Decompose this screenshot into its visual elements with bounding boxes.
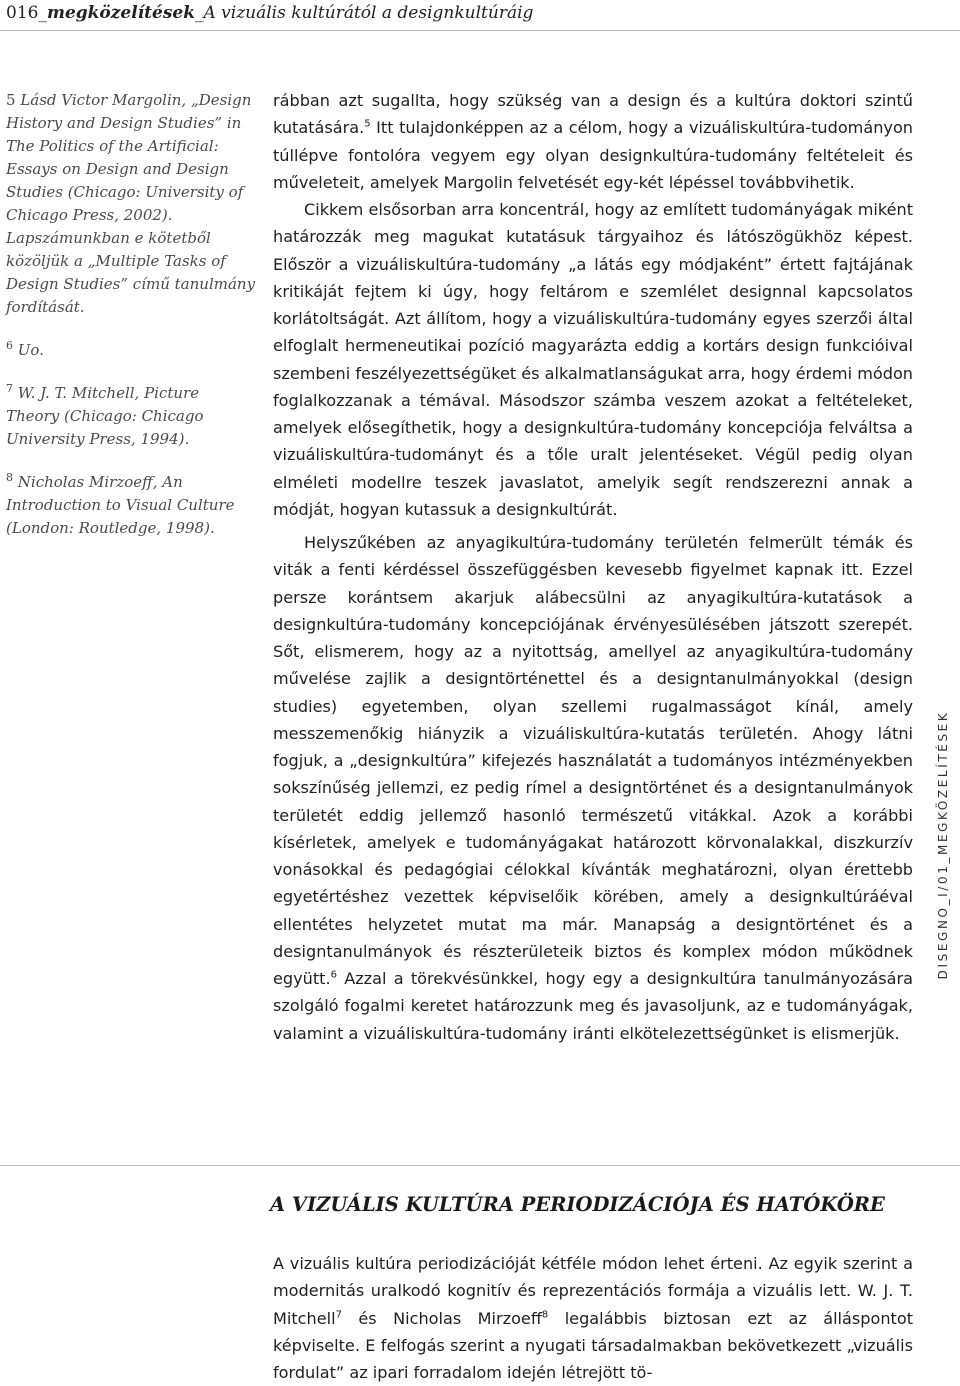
- section-rule: [0, 1165, 960, 1166]
- paragraph: Cikkem elsősorban arra koncentrál, hogy az említett tudományágak miként határozzák meg magukat kutatásuk tárgyaihoz és látószögükhöz képest. Először a vizuáliskultúra-tudomány „a látás egy módjaként” értett fajtájának kritikáját fejtem ki úgy, hogy feltárom e szemlélet designnal kapcsolatos korlátoltságát. Azt állítom, hogy a vizuáliskultúra-tudomány egyes szerzői által elfoglalt hermeneutikai pozíció magyarázta eddig a kortárs design funkcióival szembeni feszélyezettségüket és alkalmatlanságukat arra, hogy érdemi módon foglalkozzanak a témával. Másodszor számba veszem azokat a feltételeket, amelyek elősegíthetik, hogy a designkultúra-tudomány koncepciója felváltsa a vizuáliskultúra-tudományt és a tőle uralt jelentéseket. Végül pedig olyan elméleti modellre teszek javaslatot, amelyik segít rendszerezni annak a módját, hogyan kutassuk a designkultúrát.: [273, 200, 913, 519]
- footnote: [6, 382, 256, 451]
- footnote: [6, 339, 256, 362]
- footnote: [6, 89, 256, 319]
- running-head: [6, 3, 533, 23]
- side-journal-tab: DISEGNO_I/01_MEGKÖZELÍTÉSEK: [936, 710, 950, 980]
- footnote-ref: 6: [330, 969, 337, 981]
- footnote-ref: 7: [335, 1309, 342, 1321]
- body-text: [273, 87, 913, 1047]
- footnote-mark: 7: [6, 382, 13, 395]
- header-rule: [0, 30, 960, 31]
- footnote-mark: 8: [6, 471, 13, 484]
- paragraph: [273, 529, 913, 1047]
- footnote-ref: 8: [541, 1309, 549, 1321]
- footnote-ref: 5: [364, 118, 371, 130]
- section-heading: A VIZUÁLIS KULTÚRA PERIODIZÁCIÓJA ÉS HATÓKÖRE: [270, 1193, 885, 1216]
- paragraph-text: rábban azt sugallta, hogy szükség van a design és a kultúra doktori szintű kutatására.: [273, 91, 913, 138]
- paragraph-text: Helyszűkében az anyagikultúra-tudomány területén felmerült témák és viták a fenti kérdéssel összefüggésben kevesebb figyelmet kapnak itt. Ezzel persze korántsem akarjuk alábecsülni az anyagikultúra-kutatások a designkultúra-tudomány koncepciójának érvényesülésében játszott szerepét. Sőt, elismerem, hogy az a nyitottság, amellyel az anyagikultúra-tudomány művelése zajlik a designtörténettel és a designtanulmányokkal (design studies) egyetemben, olyan szellemi rugalmasságot kínál, amely messzemenőkig hiányzik a vizuáliskultúra-kutatás területén. Ahogy látni fogjuk, a „designkultúra” kifejezés használatát a tudományos intézményekben sokszínűség jellemzi, ez pedig rímel a designtörténet és a designtanulmányok területét eddig jellemző hasonló természetű vitákkal. Azok a korábbi kísérletek, amelyek e tudományágakat határozott körvonalakkal, diszkurzív vonásokkal és pedagógiai célokkal kívánták meghatározni, olyan érettebb egyetértéshez vezettek képviselőik körében, amely a designkultúráéval ellentétes helyzetet mutat ma már. Manapság a designtörténet és a designtanulmányok és részterületeik biztos és komplex módon működnek együtt.: [273, 533, 913, 988]
- footnotes-column: [6, 89, 256, 560]
- section-name: megközelítések: [46, 3, 195, 23]
- footnote-mark: 6: [6, 339, 13, 352]
- section-body: [273, 1250, 913, 1386]
- footnote-text: Uo.: [17, 341, 44, 359]
- footnote-mark: 5: [6, 91, 16, 109]
- paragraph-text: legalábbis biztosan ezt az álláspontot képviselte. E felfogás szerint a nyugati társadalmakban bekövetkezett „vizuális fordulat” az ipari forradalom idején létrejött tö-: [273, 1308, 914, 1383]
- paragraph-text: A vizuális kultúra periodizációját kétféle módon lehet érteni. Az egyik szerint a modernitás uralkodó kognitív és reprezentációs formája a vizuális lett. W. J. T. Mitchell: [273, 1254, 913, 1328]
- footnote-text: Nicholas Mirzoeff, An Introduction to Visual Culture (London: Routledge, 1998).: [6, 473, 235, 537]
- page-number: 016: [6, 3, 39, 23]
- paragraph: [273, 87, 913, 196]
- separator: _: [194, 3, 204, 23]
- paragraph: [273, 1250, 913, 1386]
- separator: _: [38, 3, 47, 23]
- article-title: A vizuális kultúrától a designkultúráig: [203, 3, 534, 23]
- paragraph-text: Itt tulajdonképpen az a célom, hogy a vizuáliskultúra-tudományon túllépve fontolóra vegyem egy olyan designkultúra-tudomány feltételeit és műveleteit, amelyek Margolin felvetését egy-két lépéssel továbbvihetik.: [273, 118, 913, 192]
- footnote-text: Lásd Victor Margolin, „Design History and Design Studies” in The Politics of the Artificial: Essays on Design and Design Studies (Chicago: University of Chicago Press, 2002). Lapszámunkban e kötetből közöljük a „Multiple Tasks of Design Studies” című tanulmány fordítását.: [6, 91, 256, 316]
- paragraph-text: és Nicholas Mirzoeff: [341, 1308, 542, 1328]
- footnote: [6, 471, 256, 540]
- footnote-text: W. J. T. Mitchell, Picture Theory (Chicago: Chicago University Press, 1994).: [6, 384, 204, 448]
- paragraph-text: Azzal a törekvésünkkel, hogy egy a designkultúra tanulmányozására szolgáló fogalmi keretet határozzunk meg és javasoljunk, az e tudományágak, valamint a vizuáliskultúra-tudomány iránti elkötelezettségünket is elismerjük.: [273, 969, 913, 1043]
